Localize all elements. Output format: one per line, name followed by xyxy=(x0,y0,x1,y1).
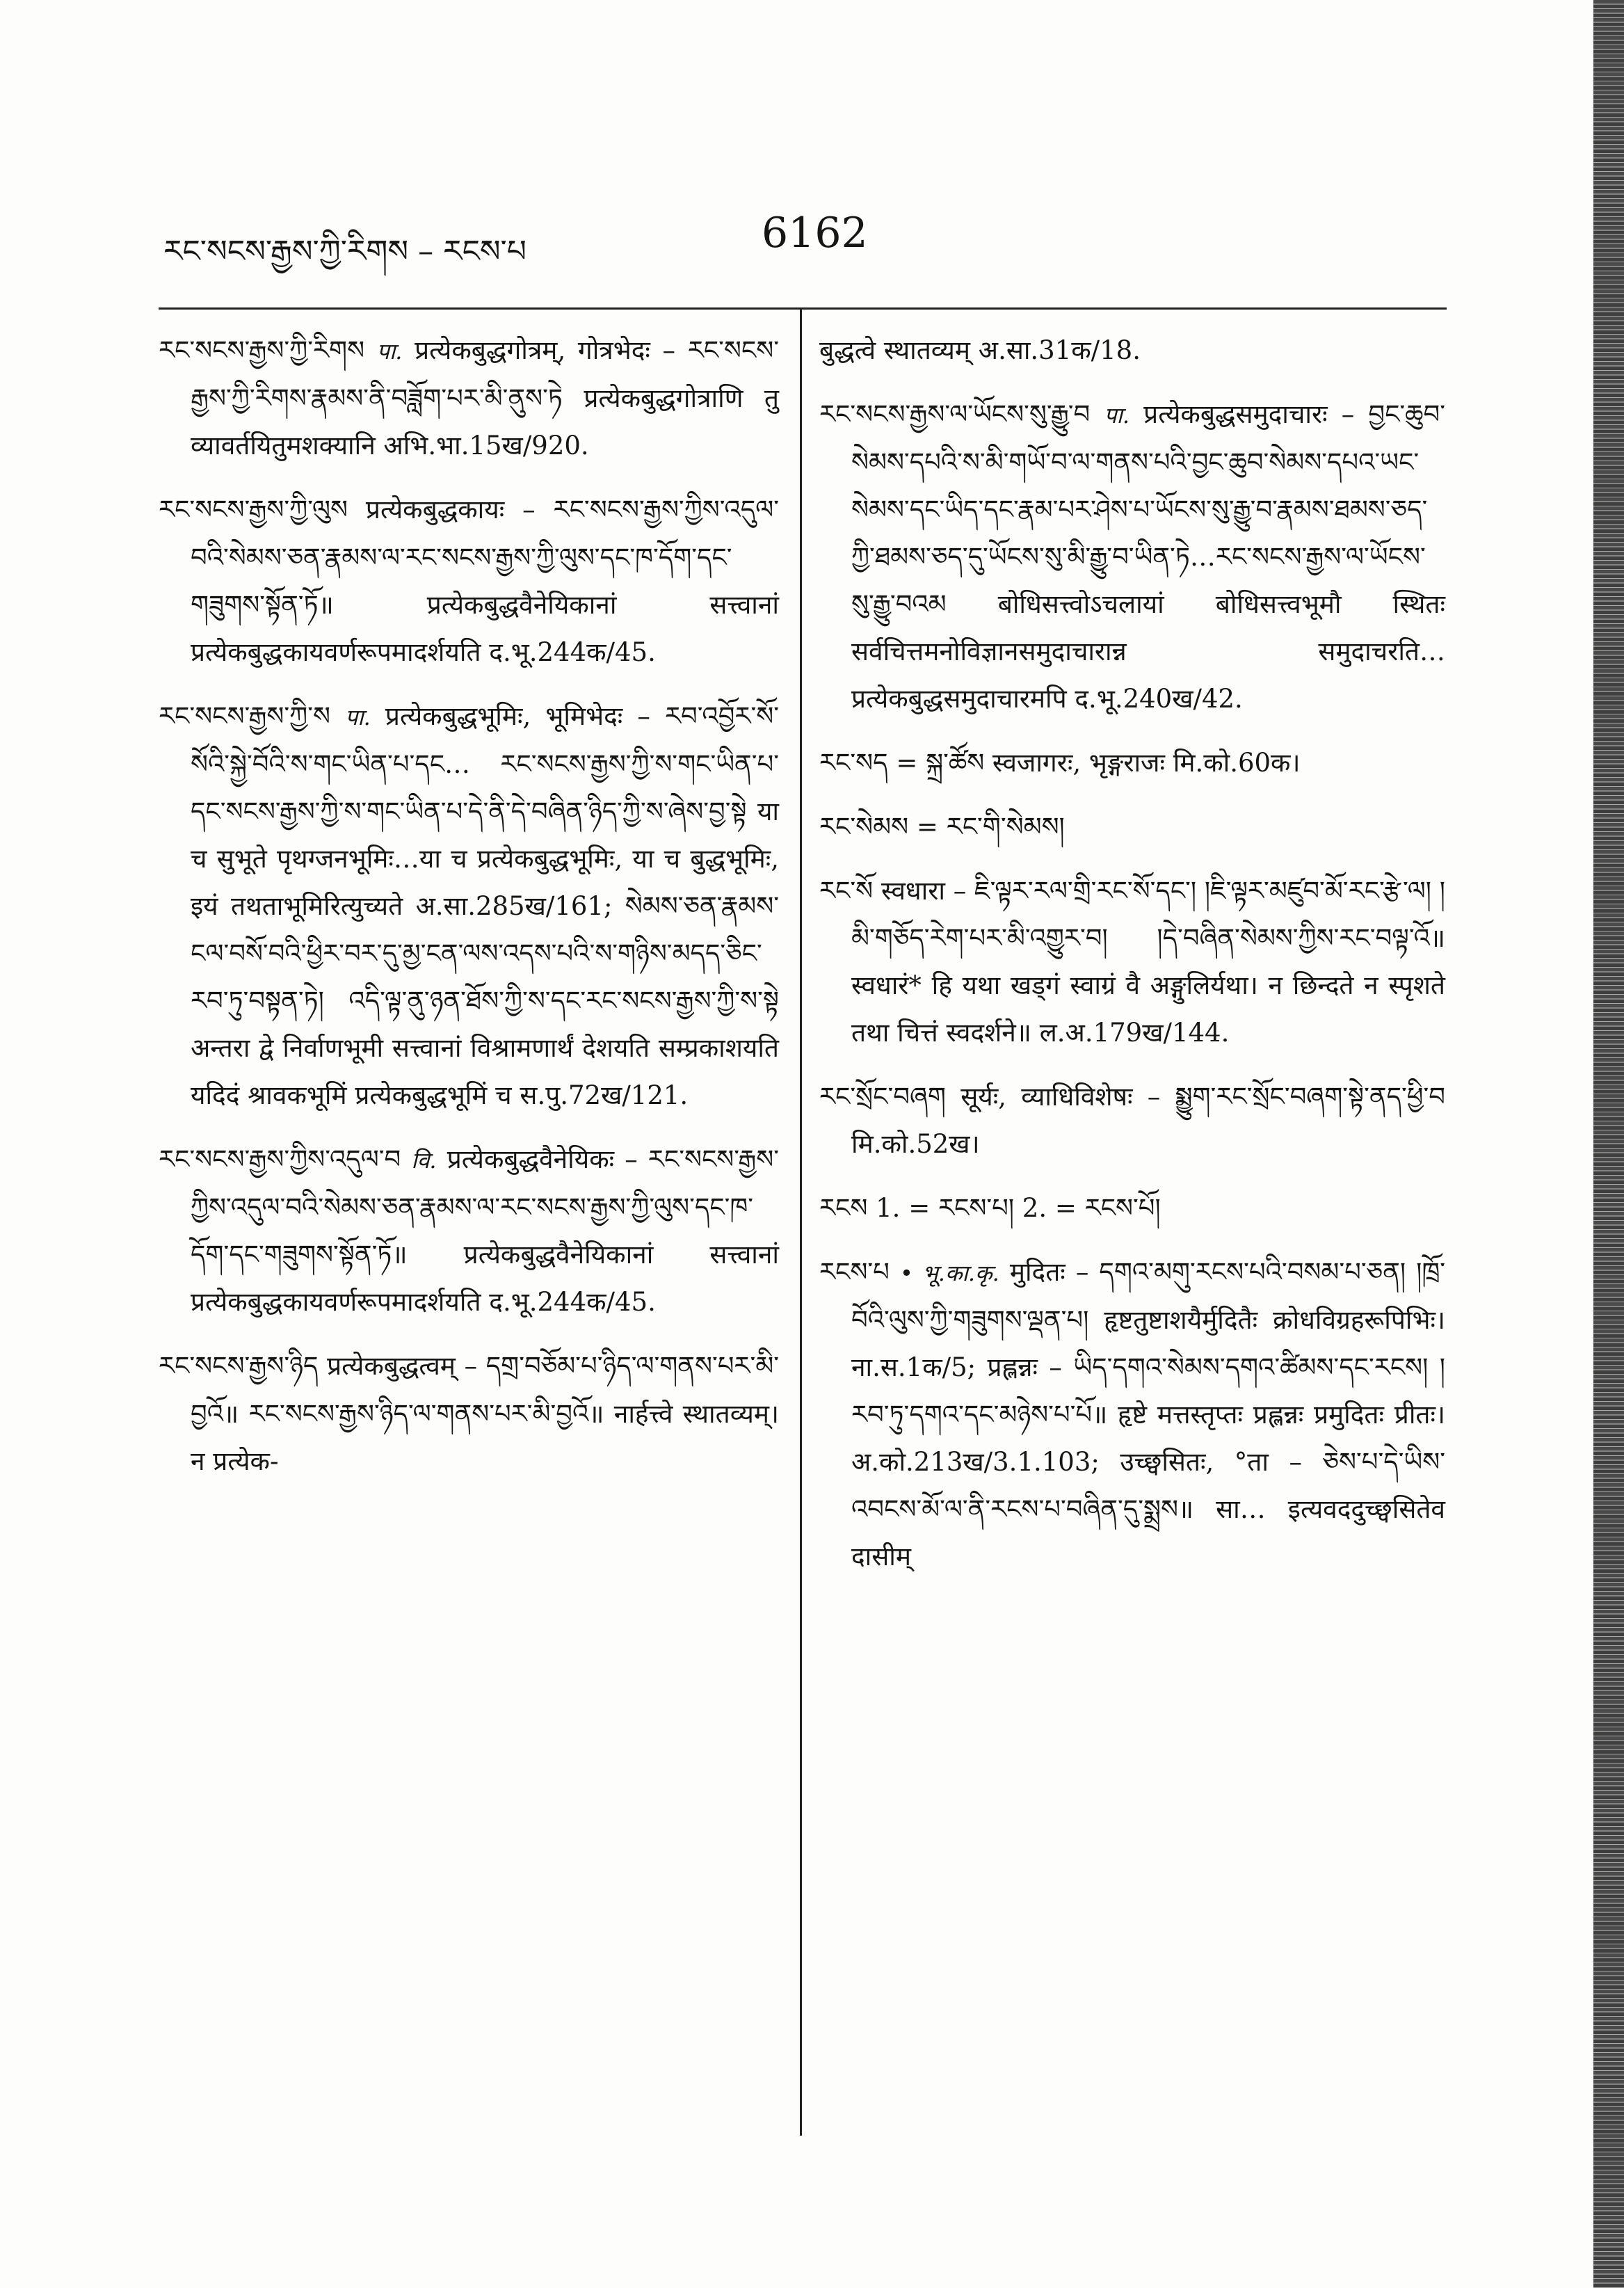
entry-abbr: वि. xyxy=(411,1147,437,1174)
dictionary-entry xyxy=(819,391,1445,723)
entry-headword: རང་སྲོང་བཞག xyxy=(819,1082,946,1112)
binding-edge xyxy=(1593,0,1624,2288)
right-column xyxy=(819,327,1445,1597)
entry-headword: རང་སད xyxy=(819,748,888,778)
entry-headword: རང་སངས་རྒྱས་ཉིད xyxy=(159,1351,319,1381)
dictionary-entry xyxy=(819,739,1445,787)
entry-text: = སྐྲ་ཚོས स्वजागरः, भृङ्गराजः मि.को.60क। xyxy=(896,748,1301,778)
entry-abbr: पा. xyxy=(345,704,371,730)
entry-text: स्वधारा – ཇི་ལྟར་རལ་གྲི་རང་སོ་དང་། །ཇི་ལྟར་མཛུབ་མོ་རང་རྩེ་ལ། །མི་གཅོད་རེག་པར་མི་འགྱུར་བ། །དེ་བཞིན་སེམས་ཀྱིས་རང་བལྟ་འོ॥ स्वधारं* हि यथा खड्गं स्वाग्रं वै अङ्गुलिर्यथा। न छिन्दते न स्पृशते तथा चित्तं स्वदर्शने॥ ल.अ.179ख/144. xyxy=(851,876,1445,1048)
entry-text: प्रत्येकबुद्धभूमिः, भूमिभेदः – རབ་འབྱོར་སོ་སོའི་སྐྱེ་བོའི་ས་གང་ཡིན་པ་དང… རང་སངས་རྒྱས་ཀྱི་ས་གང་ཡིན་པ་དང་སངས་རྒྱས་ཀྱི་ས་གང་ཡིན་པ་དེ་ནི་དེ་བཞིན་ཉིད་ཀྱི་ས་ཞེས་བྱ་སྟེ या च सुभूते पृथग्जनभूमिः…या च प्रत्येकबुद्धभूमिः, या च बुद्धभूमिः, इयं तथताभूमिरित्युच्यते अ.सा.285ख/161; སེམས་ཅན་རྣམས་ངལ་བསོ་བའི་ཕྱིར་བར་དུ་མྱ་ངན་ལས་འདས་པའི་ས་གཉིས་མདད་ཅིང་རབ་ཏུ་བསྟན་ཏེ། འདི་ལྟ་ནུ་ཉན་ཐོས་ཀྱི་ས་དང་རང་སངས་རྒྱས་ཀྱི་ས་སྟེ अन्तरा द्वे निर्वाणभूमी सत्त्वानां विश्रामणार्थं देशयति सम्प्रकाशयति यदिदं श्रावकभूमिं प्रत्येकबुद्धभूमिं च स.पु.72ख/121. xyxy=(191,701,779,1110)
running-head-title: རང་སངས་རྒྱས་ཀྱི་རིགས – རངས་པ xyxy=(163,234,527,269)
dictionary-entry xyxy=(819,1249,1445,1581)
entry-headword: རང་སངས་རྒྱས་ཀྱི་ལུས xyxy=(159,495,348,525)
running-head xyxy=(163,209,1447,271)
entry-text: प्रत्येकबुद्धसमुदाचारः – བྱང་ཆུབ་སེམས་དཔའི་ས་མི་གཡོ་བ་ལ་གནས་པའི་བྱང་ཆུབ་སེམས་དཔའ་ཡང་སེམས་དང་ཡིད་དང་རྣམ་པར་ཤེས་པ་ཡོངས་སུ་རྒྱུ་བ་རྣམས་ཐམས་ཅད་ཀྱི་ཐམས་ཅད་དུ་ཡོངས་སུ་མི་རྒྱུ་བ་ཡིན་ཏེ…རང་སངས་རྒྱས་ལ་ཡོངས་སུ་རྒྱུ་བའམ बोधिसत्त्वोऽचलायां बोधिसत्त्वभूमौ स्थितः सर्वचित्तमनोविज्ञानसमुदाचारान्न समुदाचरति…प्रत्येकबुद्धसमुदाचारमपि द.भू.240ख/42. xyxy=(851,399,1446,714)
entry-text: 1. = རངས་པ། 2. = རངས་པོ། xyxy=(876,1193,1161,1223)
column-divider xyxy=(800,310,802,2136)
dictionary-entry xyxy=(819,803,1445,851)
entry-abbr: पा. xyxy=(376,338,403,365)
entry-text: प्रत्येकबुद्धवैनेयिकः – རང་སངས་རྒྱས་ཀྱིས་འདུལ་བའི་སེམས་ཅན་རྣམས་ལ་རང་སངས་རྒྱས་ཀྱི་ལུས་དང་ཁ་དོག་དང་གཟུགས་སྟོན་ཏོ॥ प्रत्येकबुद्धवैनेयिकानां सत्त्वानां प्रत्येकबुद्धकायवर्णरूपमादर्शयति द.भू.244क/45. xyxy=(191,1144,779,1317)
dictionary-entry xyxy=(819,867,1445,1057)
entry-text: मुदितः – དགའ་མགུ་རངས་པའི་བསམ་པ་ཅན། །ཁྲོ་བོའི་ལུས་ཀྱི་གཟུགས་ལྡན་པ། हृष्टतुष्टाशयैर्मुदितैः क्रोधविग्रहरूपिभिः। ना.स.1क/5; प्रह्लन्नः – ཡིད་དགའ་སེམས་དགའ་ཚིམས་དང་རངས། །རབ་ཏུ་དགའ་དང་མཉེས་པ་པོ॥ हृष्टे मत्तस्तृप्तः प्रह्लन्नः प्रमुदितः प्रीतः। अ.को.213ख/3.1.103; उच्छ्वसितः, °ता – ཅེས་པ་དེ་ཡིས་འབངས་མོ་ལ་ནི་རངས་པ་བཞིན་དུ་སྨྲས॥ सा… इत्यवददुच्छ्वसितेव दासीम् xyxy=(851,1257,1445,1571)
dictionary-entry xyxy=(819,1073,1445,1168)
entry-text: प्रत्येकबुद्धत्वम् – དགྲ་བཅོམ་པ་ཉིད་ལ་གནས་པར་མི་བྱའོ॥ རང་སངས་རྒྱས་ཉིད་ལ་གནས་པར་མི་བྱའོ॥ नार्हत्त्वे स्थातव्यम्। न प्रत्येक- xyxy=(191,1351,779,1476)
dictionary-entry xyxy=(159,693,779,1119)
dictionary-entry xyxy=(159,486,779,676)
entry-headword: རང་སངས་རྒྱས་ཀྱི་རིགས xyxy=(159,335,365,365)
entry-headword: རང་སེམས xyxy=(819,812,909,842)
entry-headword: རང་སངས་རྒྱས་ལ་ཡོངས་སུ་རྒྱུ་བ xyxy=(819,399,1091,429)
entry-text: प्रत्येकबुद्धकायः – རང་སངས་རྒྱས་ཀྱིས་འདུལ་བའི་སེམས་ཅན་རྣམས་ལ་རང་སངས་རྒྱས་ཀྱི་ལུས་དང་ཁ་དོག་དང་གཟུགས་སྟོན་ཏོ॥ प्रत्येकबुद्धवैनेयिकानां सत्त्वानां प्रत्येकबुद्धकायवर्णरूपमादर्शयति द.भू.244क/45. xyxy=(191,495,780,667)
entry-headword: རངས xyxy=(819,1193,868,1223)
entry-text: = རང་གི་སེམས། xyxy=(916,812,1065,842)
entry-headword: རང་སོ xyxy=(819,876,874,906)
dictionary-entry xyxy=(819,1185,1445,1232)
entry-text: प्रत्येकबुद्धगोत्रम्, गोत्रभेदः – རང་སངས་རྒྱས་ཀྱི་རིགས་རྣམས་ནི་བཟློག་པར་མི་ནུས་ཏེ प्रत्येकबुद्धगोत्राणि तु व्यावर्तयितुमशक्यानि अभि.भा.15ख/920. xyxy=(191,335,779,461)
entry-abbr: • भू.का.कृ. xyxy=(899,1260,999,1286)
dictionary-entry xyxy=(159,1343,779,1485)
page-number: 6162 xyxy=(762,209,868,257)
header-rule xyxy=(159,307,1447,310)
entry-headword: རང་སངས་རྒྱས་ཀྱི་ས xyxy=(159,701,330,731)
entry-headword: རངས་པ xyxy=(819,1257,890,1287)
dictionary-entry xyxy=(159,1136,779,1326)
entry-abbr: पा. xyxy=(1104,402,1129,429)
entry-text: सूर्यः, व्याधिविशेषः – སྨྱུག་རང་སྲོང་བཞག་སྟེ་ནད་ཕྱི་བ मि.को.52ख। xyxy=(851,1082,1445,1159)
left-column xyxy=(159,327,779,1502)
entry-text: बुद्धत्वे स्थातव्यम् अ.सा.31क/18. xyxy=(819,335,1141,365)
entry-headword: རང་སངས་རྒྱས་ཀྱིས་འདུལ་བ xyxy=(159,1144,401,1174)
dictionary-entry xyxy=(159,327,779,470)
dictionary-entry-continued xyxy=(819,327,1445,374)
